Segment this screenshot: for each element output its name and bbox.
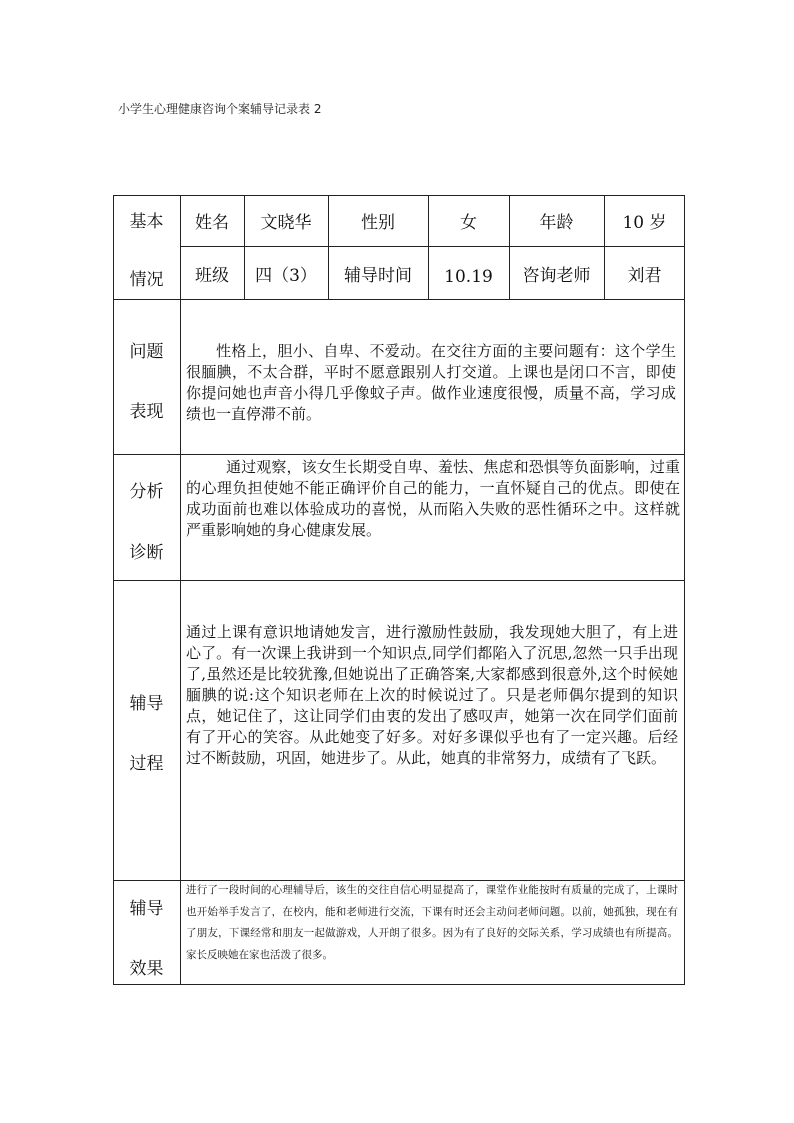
problem-description: 性格上，胆小、自卑、不爱动。在交往方面的主要问题有：这个学生很腼腆，不太合群，平时不愿意跟别人打交道。上课也是闭口不言，即使你提问她也声音小得几乎像蚊子声。做作业速度很慢，质量不高，学习成绩也一直停滞不前。 <box>186 342 676 423</box>
column-divider <box>180 195 181 985</box>
effect-label: 辅导 <box>129 899 164 919</box>
analysis-label: 诊断 <box>129 543 164 563</box>
process-label: 辅导 <box>129 694 164 714</box>
name-label: 姓名 <box>195 213 229 233</box>
basic-info-label: 情况 <box>129 270 164 290</box>
class-value: 四（3） <box>255 265 317 286</box>
counseling-time-value: 10.19 <box>444 267 493 287</box>
age-value: 10 岁 <box>622 213 667 233</box>
basic-info-label: 基本 <box>129 212 164 232</box>
gender-value: 女 <box>460 213 477 233</box>
analysis-label: 分析 <box>129 482 164 502</box>
record-table <box>113 195 685 985</box>
gender-label: 性别 <box>361 213 395 233</box>
process-description: 通过上课有意识地请她发言，进行激励性鼓励，我发现她大胆了，有上进心了。有一次课上我讲到一个知识点,同学们都陷入了沉思,忽然一只手出现了,虽然还是比较犹豫,但她说出了正确答案,大家都感到很意外,这个时候她腼腆的说:这个知识老师在上次的时候说过了。只是老师偶尔提到的知识点，她记住了，这让同学们由衷的发出了感叹声，她第一次在同学们面前有了开心的笑容。从此她变了好多。对好多课似乎也有了一定兴趣。后经过不断鼓励，巩固，她进步了。从此，她真的非常努力，成绩有了飞跃。 <box>186 623 678 767</box>
counselor-label: 咨询老师 <box>522 265 591 286</box>
effect-description: 进行了一段时间的心理辅导后，该生的交往自信心明显提高了，课堂作业能按时有质量的完成了，上课时也开始举手发言了，在校内，能和老师进行交流，下课有时还会主动问老师问题。以前，她孤独，现在有了朋友，下课经常和朋友一起做游戏，人开朗了很多。因为有了良好的交际关系，学习成绩也有所提高。家长反映她在家也活泼了很多。 <box>186 884 678 961</box>
analysis-description: 通过观察，该女生长期受自卑、羞怯、焦虑和恐惧等负面影响，过重的心理负担使她不能正确评价自己的能力，一直怀疑自己的优点。即使在成功面前也难以体验成功的喜悦，从而陷入失败的恶性循环之中。这样就严重影响她的身心健康发展。 <box>186 458 680 539</box>
age-label: 年龄 <box>539 213 574 233</box>
document-title: 小学生心理健康咨询个案辅导记录表 2 <box>118 102 322 116</box>
problem-label: 问题 <box>129 342 164 362</box>
row-divider <box>113 299 685 300</box>
counselor-value: 刘君 <box>627 265 662 286</box>
row-divider <box>113 454 685 455</box>
counseling-time-label: 辅导时间 <box>344 265 412 286</box>
process-label: 过程 <box>129 754 164 774</box>
class-label: 班级 <box>195 265 229 286</box>
problem-label: 表现 <box>129 402 164 422</box>
row-divider <box>113 580 685 581</box>
name-value: 文晓华 <box>260 213 312 233</box>
effect-label: 效果 <box>129 959 164 979</box>
